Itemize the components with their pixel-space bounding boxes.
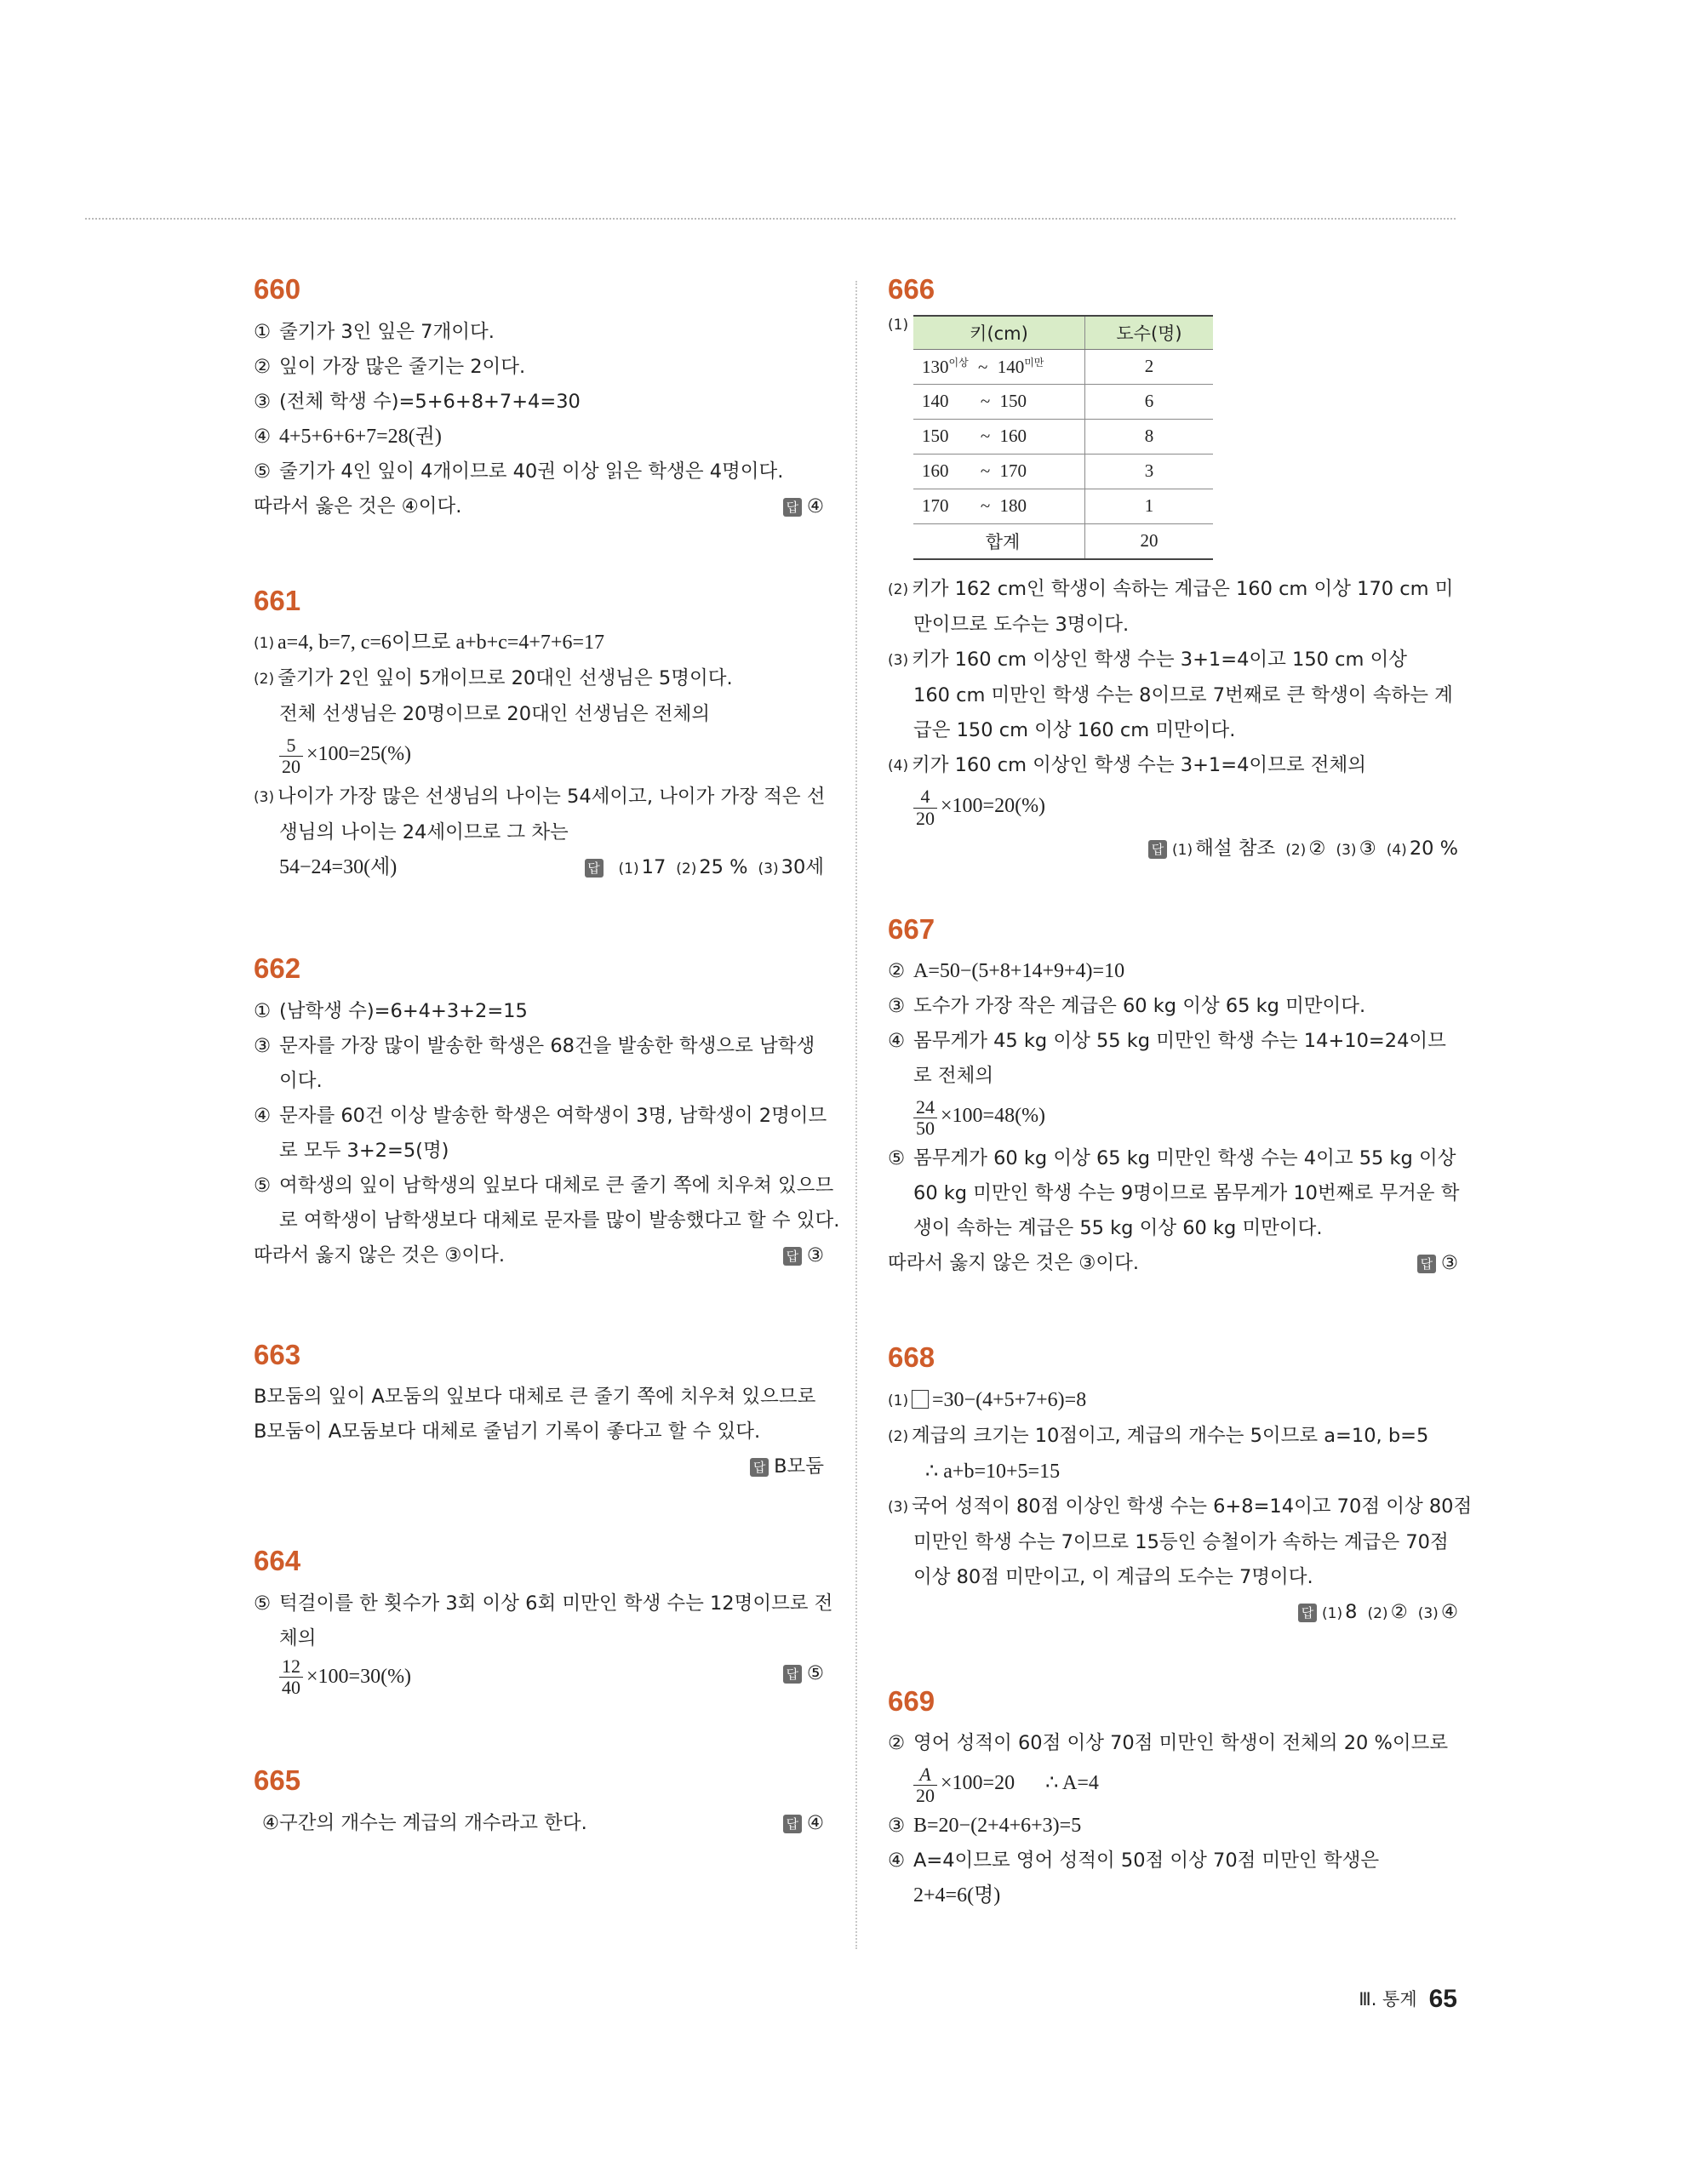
problem-665: [254, 1764, 824, 1841]
answer-badge: 답: [1417, 1255, 1436, 1273]
problem-669: [888, 1684, 1458, 1914]
solution-line: 로 전체의: [913, 1065, 994, 1088]
solution-line: ⑤ 줄기가 4인 잎이 4개이므로 40권 이상 읽은 학생은 4명이다.: [254, 460, 784, 483]
problem-number: 661: [254, 584, 301, 616]
solution-line: ③ 도수가 가장 작은 계급은 60 kg 이상 65 kg 미만이다.: [888, 995, 1366, 1018]
solution-line: ⑤ 몸무게가 60 kg 이상 65 kg 미만인 학생 수는 4이고 55 kg 이상: [888, 1147, 1456, 1170]
problem-number: 663: [254, 1338, 301, 1370]
table-header: 도수(명): [1085, 316, 1214, 350]
left-column: [254, 272, 840, 1841]
frequency-table-block: (1) 키(cm) 도수(명) $130^{이상}$ ~ $140^{미만}$ 2 140 ~ 150 6 150 ~ 160 8 160 ~ 170 3 170 ~ 180 1 합계 20: [888, 315, 1458, 560]
solution-line: 생이 속하는 계급은 55 kg 이상 60 kg 미만이다.: [913, 1217, 1323, 1240]
fraction-line: $\frac{4}{20}$ ×100=20(%): [888, 784, 1458, 832]
table-row: $130^{이상}$ ~ $140^{미만}$ 2: [913, 349, 1213, 384]
solution-line: 이다.: [279, 1069, 323, 1092]
problem-number: 669: [888, 1684, 935, 1717]
fraction: $\frac{24}{50}$: [913, 1097, 937, 1139]
solution-line: 생님의 나이는 24세이므로 그 차는: [279, 821, 569, 844]
solution-line: B모둠이 A모둠보다 대체로 줄넘기 기록이 좋다고 할 수 있다.: [254, 1421, 761, 1444]
answer-badge: 답: [783, 1815, 802, 1833]
solution-line: (2) 계급의 크기는 10점이고, 계급의 개수는 5이므로 a=10, b=5: [888, 1424, 1429, 1447]
problem-662: [254, 952, 840, 1273]
table-row: 170 ~ 180 1: [913, 489, 1213, 523]
answer-badge: 답: [783, 1247, 802, 1266]
fraction: $\frac{4}{20}$: [913, 786, 937, 828]
answer-badge: 답: [585, 859, 604, 878]
solution-line: 만이므로 도수는 3명이다.: [913, 613, 1130, 636]
solution-line: ③ (전체 학생 수)=5+6+8+7+4=30: [254, 390, 581, 413]
solution-line: (3) 나이가 가장 많은 선생님의 나이는 54세이고, 나이가 가장 적은 선: [254, 786, 826, 809]
problem-number: 665: [254, 1764, 301, 1796]
answer-badge: 답: [783, 1665, 802, 1684]
page-number: 65: [1428, 1985, 1457, 2013]
solution-line: 미만인 학생 수는 7이므로 15등인 승철이가 속하는 계급은 70점: [913, 1530, 1449, 1553]
problem-number: 660: [254, 273, 301, 305]
answer-badge: 답: [1298, 1604, 1317, 1622]
solution-line: 이상 80점 미만이고, 이 계급의 도수는 7명이다.: [913, 1565, 1313, 1588]
problem-660: [254, 272, 824, 524]
problem-663: [254, 1338, 824, 1485]
problem-number: 668: [888, 1341, 935, 1374]
answer-row: 따라서 옳지 않은 것은 ③이다. 답 ③: [254, 1244, 824, 1266]
table-row: 160 ~ 170 3: [913, 454, 1213, 489]
top-dotted-rule: [85, 218, 1456, 220]
solution-line: (4) 키가 160 cm 이상인 학생 수는 3+1=4이므로 전체의: [888, 753, 1366, 776]
solution-line: ① 줄기가 3인 잎은 7개이다.: [254, 320, 495, 343]
fraction: $\frac{5}{20}$: [279, 735, 303, 777]
problem-number: 662: [254, 952, 301, 985]
solution-line: ② 영어 성적이 60점 이상 70점 미만인 학생이 전체의 20 %이므로: [888, 1732, 1449, 1755]
column-divider: [855, 281, 857, 1949]
solution-line: (1) a=4, b=7, c=6이므로 a+b+c=4+7+6=17: [254, 632, 604, 655]
solution-line: 체의: [279, 1627, 317, 1649]
problem-666: [888, 272, 1458, 868]
page-footer: [1359, 1985, 1457, 2014]
frequency-table: [913, 315, 1213, 560]
solution-line: 급은 150 cm 이상 160 cm 미만이다.: [913, 718, 1236, 741]
blank-box: [912, 1390, 929, 1409]
solution-line: ⑤ 턱걸이를 한 횟수가 3회 이상 6회 미만인 학생 수는 12명이므로 전: [254, 1592, 833, 1615]
solution-line: ∴ a+b=10+5=15: [925, 1460, 1061, 1483]
solution-line: (3) 키가 160 cm 이상인 학생 수는 3+1=4이고 150 cm 이상: [888, 648, 1408, 671]
answer-badge: 답: [1148, 840, 1167, 859]
table-row: 150 ~ 160 8: [913, 419, 1213, 454]
solution-line: ③ B=20−(2+4+6+3)=5: [888, 1815, 1082, 1838]
solution-line: ④ 문자를 60건 이상 발송한 학생은 여학생이 3명, 남학생이 2명이므: [254, 1104, 827, 1127]
problem-number: 666: [888, 273, 935, 305]
answer-row: 답 (1) 해설 참조 (2) ② (3) ③ (4) 20 %: [888, 832, 1458, 868]
solution-line: 전체 선생님은 20명이므로 20대인 선생님은 전체의: [279, 703, 710, 726]
answer-row: $\frac{12}{40}$ ×100=30(%) 답 ⑤: [254, 1656, 824, 1704]
answer-row: 따라서 옳은 것은 ④이다. 답 ④: [254, 495, 824, 517]
solution-line: ④ 4+5+6+6+7=28(권): [254, 425, 442, 448]
problem-668: [888, 1341, 1473, 1632]
solution-line: ④ 몸무게가 45 kg 이상 55 kg 미만인 학생 수는 14+10=24이므: [888, 1030, 1446, 1053]
answer-row: 답 B모둠: [254, 1449, 824, 1484]
answer-row: ④구간의 개수는 계급의 개수라고 한다. 답 ④: [261, 1811, 824, 1834]
solution-line: 로 모두 3+2=5(명): [279, 1139, 449, 1162]
solution-line: ④ A=4이므로 영어 성적이 50점 이상 70점 미만인 학생은: [888, 1850, 1380, 1872]
fraction-line: $\frac{A}{20}$ ×100=20 ∴ A=4: [888, 1761, 1458, 1809]
problem-661: [254, 584, 824, 888]
solution-line: 60 kg 미만인 학생 수는 9명이므로 몸무게가 10번째로 무거운 학: [913, 1182, 1460, 1205]
table-header: 키(cm): [913, 316, 1085, 350]
problem-number: 667: [888, 912, 935, 945]
fraction-line: $\frac{24}{50}$ ×100=48(%): [888, 1094, 1458, 1141]
solution-line: 160 cm 미만인 학생 수는 8이므로 7번째로 큰 학생이 속하는 계: [913, 683, 1453, 706]
solution-line: ⑤ 여학생의 잎이 남학생의 잎보다 대체로 큰 줄기 쪽에 치우쳐 있으므: [254, 1174, 834, 1197]
solution-line: (2) 줄기가 2인 잎이 5개이므로 20대인 선생님은 5명이다.: [254, 667, 733, 690]
solution-line: (1) =30−(4+5+7+6)=8: [888, 1388, 1087, 1411]
solution-line: 로 여학생이 남학생보다 대체로 문자를 많이 발송했다고 할 수 있다.: [279, 1209, 840, 1232]
answer-row: 따라서 옳지 않은 것은 ③이다. 답 ③: [888, 1252, 1458, 1275]
solution-line: ③ 문자를 가장 많이 발송한 학생은 68건을 발송한 학생으로 남학생: [254, 1034, 815, 1057]
solution-line: B모둠의 잎이 A모둠의 잎보다 대체로 큰 줄기 쪽에 치우쳐 있으므로: [254, 1386, 816, 1409]
table-row: 140 ~ 150 6: [913, 384, 1213, 419]
solution-line: ① (남학생 수)=6+4+3+2=15: [254, 999, 528, 1022]
answer-row: 답 (1) 8 (2) ② (3) ④: [888, 1595, 1458, 1632]
fraction: $\frac{12}{40}$: [279, 1656, 303, 1698]
solution-line: 2+4=6(명): [913, 1884, 1001, 1907]
answer-badge: 답: [750, 1458, 769, 1477]
fraction-line: $\frac{5}{20}$ ×100=25(%): [254, 732, 824, 780]
problem-664: [254, 1544, 833, 1704]
section-label: Ⅲ. 통계: [1359, 1989, 1417, 2010]
problem-number: 664: [254, 1545, 301, 1577]
fraction: $\frac{A}{20}$: [913, 1764, 937, 1806]
answer-row: 54−24=30(세) 답 (1) 17 (2) 25 % (3) 30세: [279, 856, 824, 879]
table-row: 합계 20: [913, 523, 1213, 559]
right-column: [888, 272, 1473, 1913]
problem-667: [888, 912, 1458, 1282]
answer-badge: 답: [783, 498, 802, 517]
solution-line: (2) 키가 162 cm인 학생이 속하는 계급은 160 cm 이상 170 cm 미: [888, 577, 1454, 600]
solution-line: (3) 국어 성적이 80점 이상인 학생 수는 6+8=14이고 70점 이상 80점: [888, 1495, 1473, 1518]
solution-line: ② A=50−(5+8+14+9+4)=10: [888, 960, 1125, 983]
solution-line: ② 잎이 가장 많은 줄기는 2이다.: [254, 355, 526, 378]
